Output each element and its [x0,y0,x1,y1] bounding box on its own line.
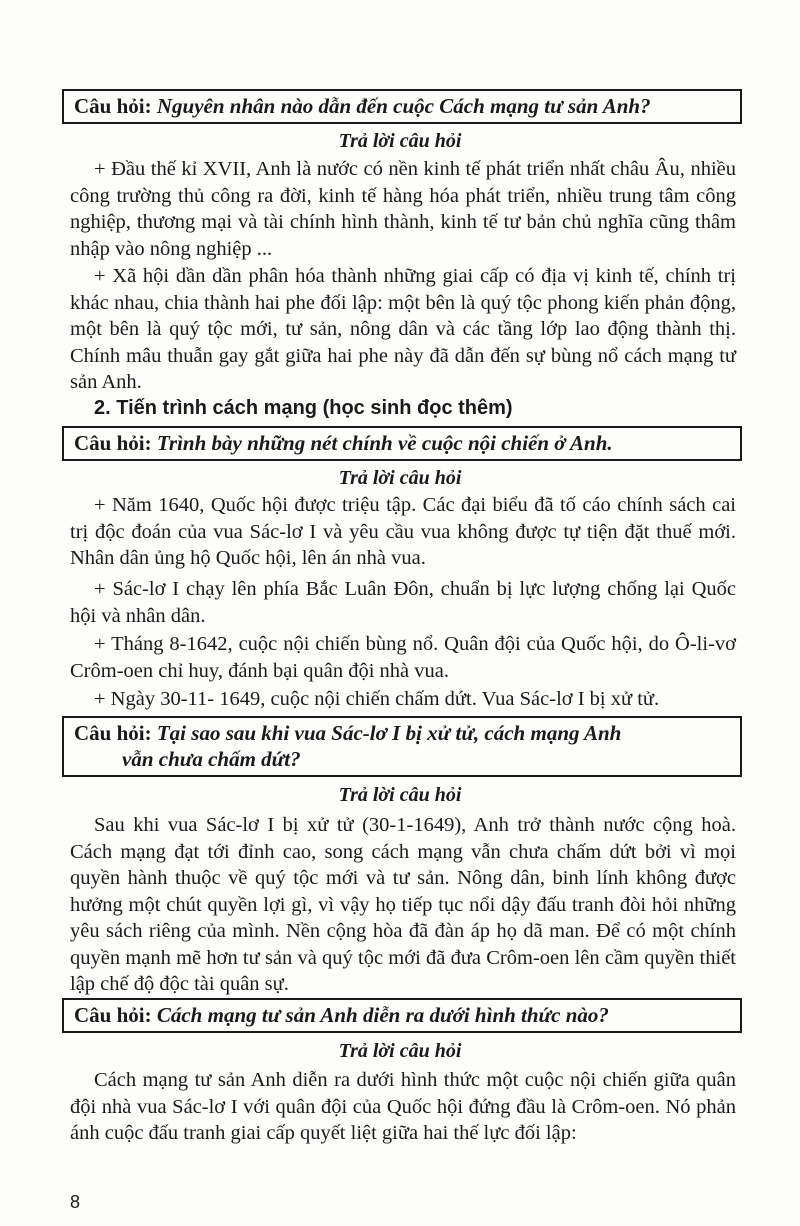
question-label: Câu hỏi: [74,721,152,745]
question-label: Câu hỏi: [74,431,152,455]
answer-4-paragraph-1: Cách mạng tư sản Anh diễn ra dưới hình thức một cuộc nội chiến giữa quân đội nhà vua Sác-lơ I với quân đội của Quốc hội đứng đầu là Crôm-oen. Nó phản ánh cuộc đấu tranh giai cấp quyết liệt giữa hai thế lực đối lập: [70,1069,736,1144]
section-heading-2: 2. Tiến trình cách mạng (học sinh đọc thêm) [94,397,513,419]
page-number: 8 [70,1192,81,1212]
question-text-continued: vẫn chưa chấm dứt? [122,747,301,771]
question-box-3 [62,716,742,777]
answer-2-paragraph-4: + Ngày 30-11- 1649, cuộc nội chiến chấm dứt. Vua Sác-lơ I bị xử tử. [94,688,660,710]
answer-title-1: Trả lời câu hỏi [338,130,462,152]
question-box-4 [62,998,742,1033]
answer-title-3: Trả lời câu hỏi [338,784,462,806]
question-box-1 [62,89,742,124]
answer-1-paragraph-2: + Xã hội dần dần phân hóa thành những giai cấp có địa vị kinh tế, chính trị khác nhau, chia thành hai phe đối lập: một bên là quý tộc phong kiến phản động, một bên là quý tộc mới, tư sản, nông dân và các tầng lớp lao động thành thị. Chính mâu thuẫn gay gắt giữa hai phe này đã dẫn đến sự bùng nổ cách mạng tư sản Anh. [70,265,736,393]
answer-title-2: Trả lời câu hỏi [338,467,462,489]
question-text: Tại sao sau khi vua Sác-lơ I bị xử tử, cách mạng Anh [156,721,622,745]
answer-2-paragraph-2: + Sác-lơ I chạy lên phía Bắc Luân Đôn, chuẩn bị lực lượng chống lại Quốc hội và nhân dân. [70,578,736,627]
question-text: Trình bày những nét chính về cuộc nội chiến ở Anh. [156,431,613,455]
question-label: Câu hỏi: [74,94,152,118]
answer-2-paragraph-1: + Năm 1640, Quốc hội được triệu tập. Các đại biểu đã tố cáo chính sách cai trị độc đoán của vua Sác-lơ I và yêu cầu vua không được tự tiện đặt thuế mới. Nhân dân ủng hộ Quốc hội, lên án nhà vua. [70,494,736,569]
question-text: Cách mạng tư sản Anh diễn ra dưới hình thức nào? [156,1003,609,1027]
answer-3-paragraph-1: Sau khi vua Sác-lơ I bị xử tử (30-1-1649), Anh trở thành nước cộng hoà. Cách mạng đạt tới đỉnh cao, song cách mạng vẫn chưa chấm dứt bởi vì mọi quyền hành thuộc về quý tộc mới và tư sản. Nông dân, binh lính không được hưởng một chút quyền lợi gì, vì vậy họ tiếp tục nổi dậy đấu tranh đòi hỏi những yêu sách riêng của mình. Nền cộng hòa đã đàn áp họ dã man. Để có một chính quyền mạnh mẽ hơn tư sản và quý tộc mới đã đưa Crôm-oen lên cầm quyền thiết lập chế độ độc tài quân sự. [70,814,736,995]
question-label: Câu hỏi: [74,1003,152,1027]
answer-2-paragraph-3: + Tháng 8-1642, cuộc nội chiến bùng nổ. Quân đội của Quốc hội, do Ô-li-vơ Crôm-oen chỉ huy, đánh bại quân đội nhà vua. [70,633,736,682]
answer-1-paragraph-1: + Đầu thế kỉ XVII, Anh là nước có nền kinh tế phát triển nhất châu Âu, nhiều công trường thủ công ra đời, kinh tế hàng hóa phát triển, nhiều trung tâm công nghiệp, thương mại và tài chính hình thành, kinh tế tư bản chủ nghĩa cũng thâm nhập vào nông nghiệp ... [70,158,736,260]
question-text: Nguyên nhân nào dẫn đến cuộc Cách mạng tư sản Anh? [156,94,651,118]
question-box-2 [62,426,742,461]
answer-title-4: Trả lời câu hỏi [338,1040,462,1062]
